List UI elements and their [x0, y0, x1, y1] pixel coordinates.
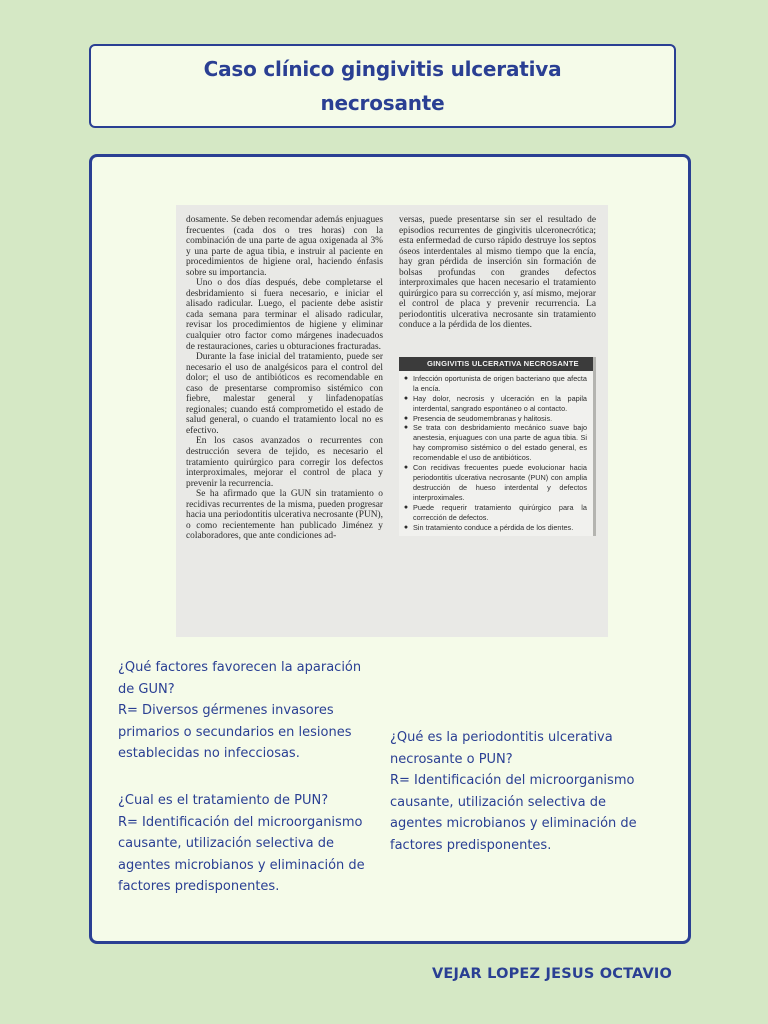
scan-left-column: [186, 215, 383, 629]
summary-list: [399, 374, 593, 533]
summary-item: [403, 503, 587, 523]
scan-paragraph: versas, puede presentarse sin ser el resultado de episodios recurrentes de gingivitis ulceronecrótica; esta enfermedad de curso rápido destruye los septos óseos interdentales al mismo tiempo que la encía, hay gran pérdida de inserción sin formación de bolsas profundas con grandes defectos interproximales que hacen necesario el tratamiento quirúrgico para su corrección y, así mismo, mejorar el control de placa y prevenir recurrencia. La periodontitis ulcerativa necrosante sin tratamiento conduce a la pérdida de los dientes.: [399, 215, 596, 331]
answer-text: R= Identificación del microorganismo causante, utilización selectiva de agentes microbianos y eliminación de factores predisponentes.: [390, 773, 637, 853]
summary-item-text: Con recidivas frecuentes puede evolucionar hacia periodontitis ulcerativa necrosante (PUN) con amplia destrucción de hueso interdental y defectos interproximales.: [413, 463, 587, 502]
bullet-icon: ●: [403, 523, 409, 531]
summary-item-text: Hay dolor, necrosis y ulceración en la papila interdental, sangrado espontáneo o al contacto.: [413, 393, 587, 413]
scanned-textbook-page: [176, 205, 608, 637]
scan-paragraph: Se ha afirmado que la GUN sin tratamiento o recidivas recurrentes de la misma, pueden progresar hacia una periodontitis ulcerativa necrosante (PUN), o como recientemente han publicado Jiménez y colaboradores, que ante condiciones ad-: [186, 489, 383, 542]
summary-item: [403, 394, 587, 414]
summary-item: [403, 523, 587, 533]
scan-right-column: [399, 215, 596, 629]
bullet-icon: ●: [403, 414, 409, 422]
question-text: ¿Qué es la periodontitis ulcerativa necrosante o PUN?: [390, 730, 613, 767]
summary-item-text: Infección oportunista de origen bacteriano que afecta la encía.: [413, 373, 587, 393]
content-panel: [89, 154, 691, 944]
page-title: Caso clínico gingivitis ulcerativa necrosante: [203, 57, 562, 115]
question-text: ¿Cual es el tratamiento de PUN?: [118, 793, 329, 808]
summary-item-text: Se trata con desbridamiento mecánico suave bajo anestesia, enjuagues con una parte de agua tibia. Si hay compromiso sistémico o del estado general, es recomendable el uso de antibióticos.: [413, 423, 587, 463]
summary-item-text: Sin tratamiento conduce a pérdida de los dientes.: [413, 522, 574, 532]
answer-text: R= Diversos gérmenes invasores primarios o secundarios en lesiones establecidas no infecciosas.: [118, 703, 352, 761]
answer-text: R= Identificación del microorganismo causante, utilización selectiva de agentes microbianos y eliminación de factores predisponentes.: [118, 814, 365, 894]
summary-item-text: Presencia de seudomembranas y halitosis.: [413, 413, 553, 423]
summary-box-title: GINGIVITIS ULCERATIVA NECROSANTE: [399, 357, 593, 371]
scan-paragraph: Durante la fase inicial del tratamiento, puede ser necesario el uso de analgésicos para el control del dolor; el uso de antibióticos es recomendable en caso de presentarse compromiso sistémico con fiebre, malestar general y linfadenopatías regionales; cuando está comprometido el estado de salud general, o cuando el tratamiento local no es efectivo.: [186, 352, 383, 436]
bullet-icon: ●: [403, 503, 409, 511]
title-box: [89, 44, 676, 128]
scan-paragraph: Uno o dos días después, debe completarse el desbridamiento si fuera necesario, e iniciar el alisado radicular. Luego, el paciente debe asistir cada semana para terminar el alisado radicular, revisar los procedimientos de higiene y eliminar cualquier otro factor como márgenes inadecuados de restauraciones, caries u obturaciones fracturadas.: [186, 278, 383, 352]
qa-block-gun-factors: [118, 657, 376, 765]
bullet-icon: ●: [403, 464, 409, 472]
scan-paragraph: En los casos avanzados o recurrentes con destrucción severa de tejido, es necesario el tratamiento quirúrgico para corregir los defectos interproximales, mejorar el control de placa y prevenir la recurrencia.: [186, 436, 383, 489]
bullet-icon: ●: [403, 394, 409, 402]
question-text: ¿Qué factores favorecen la aparación de GUN?: [118, 660, 362, 697]
summary-item: [403, 463, 587, 503]
bullet-icon: ●: [403, 374, 409, 382]
summary-box: [399, 357, 596, 536]
bullet-icon: ●: [403, 424, 409, 432]
qa-block-pun-treatment: [118, 790, 376, 898]
author-name: VEJAR LOPEZ JESUS OCTAVIO: [432, 966, 673, 982]
qa-block-pun-definition: [390, 727, 652, 856]
summary-item: [403, 414, 587, 424]
summary-item-text: Puede requerir tratamiento quirúrgico para la corrección de defectos.: [413, 502, 587, 522]
summary-item: [403, 374, 587, 394]
summary-item: [403, 423, 587, 463]
scan-paragraph: dosamente. Se deben recomendar además enjuagues frecuentes (cada dos o tres horas) con la combinación de una parte de agua oxigenada al 3% y una parte de agua tibia, e instruir al paciente en procedimientos de higiene oral, haciendo énfasis sobre su importancia.: [186, 215, 383, 278]
